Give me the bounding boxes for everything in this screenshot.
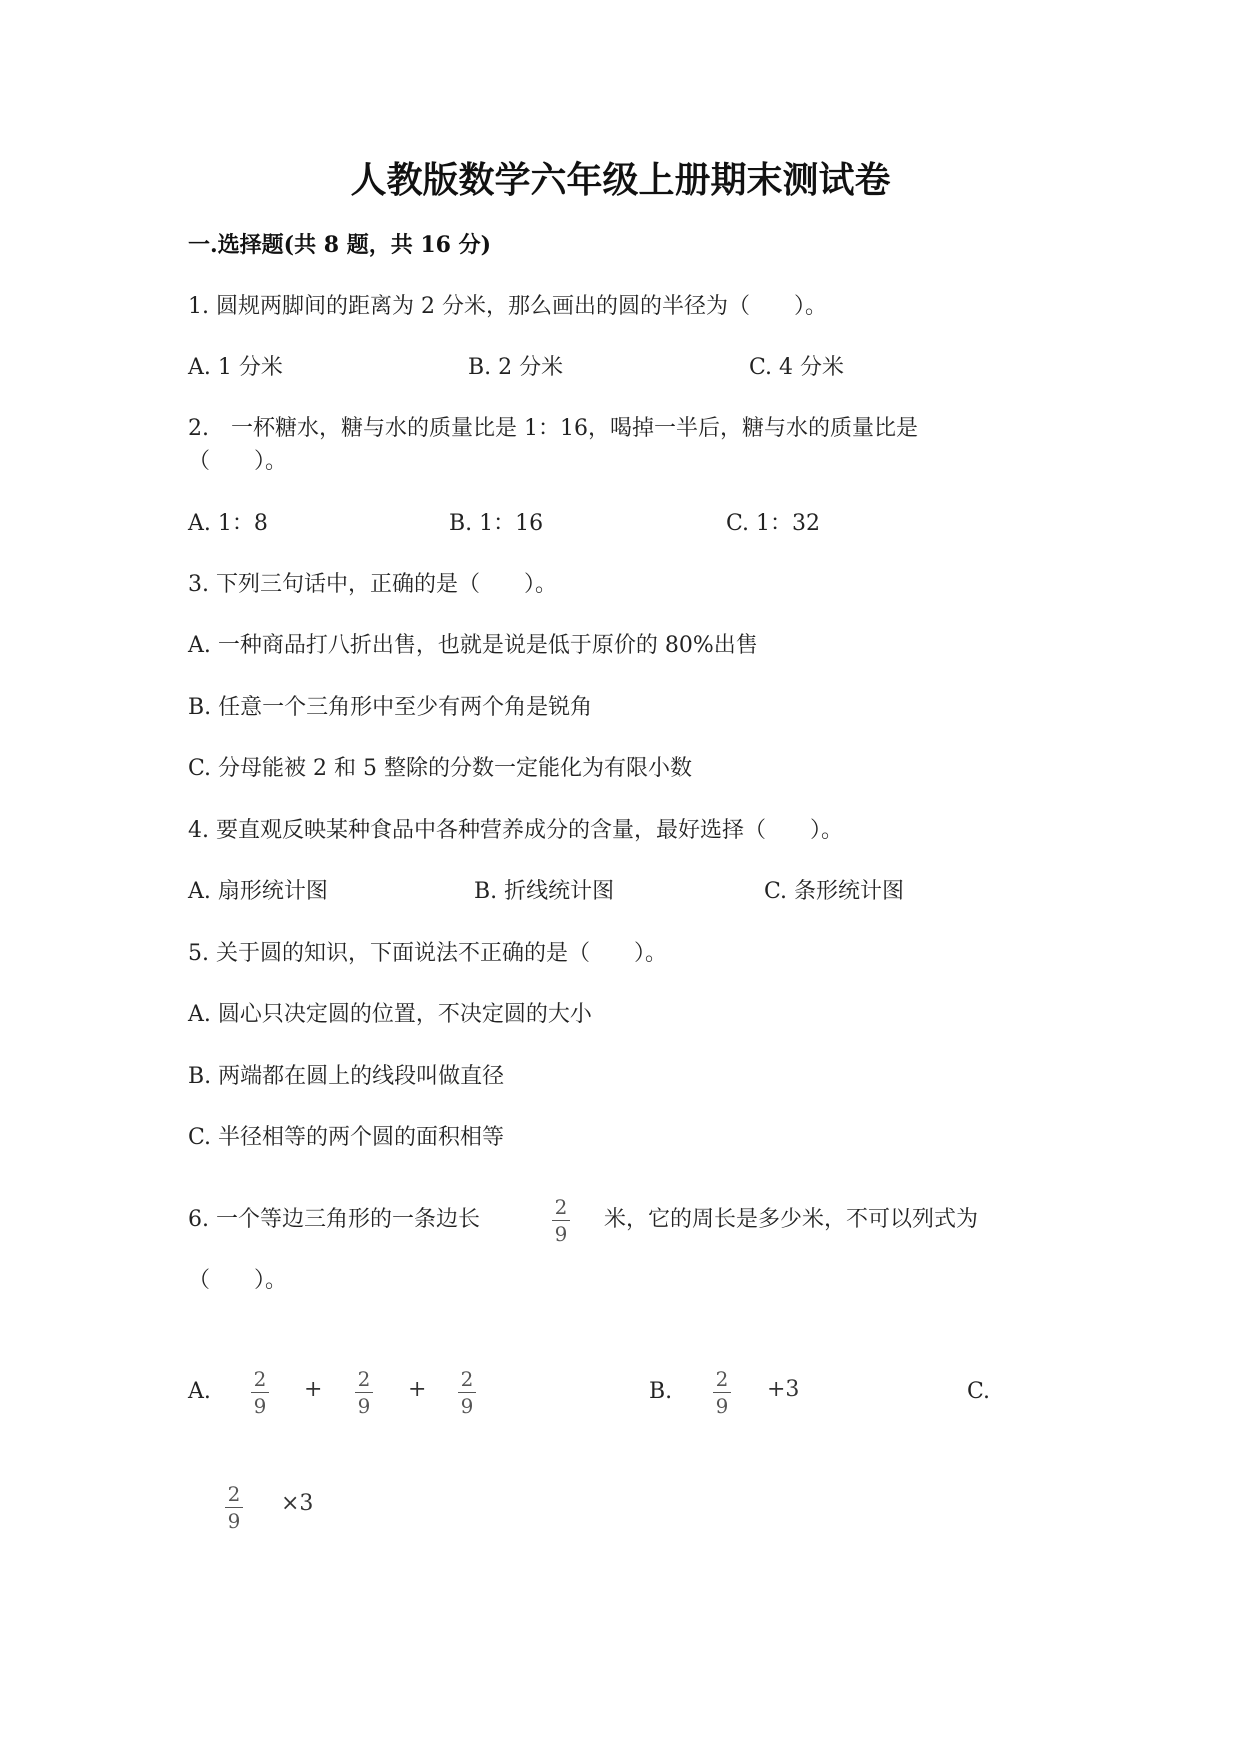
fraction-bar [552,1220,570,1221]
fraction-bar [251,1392,269,1393]
question-6-option-b-fraction [711,1368,733,1417]
fraction-denominator: 9 [715,1394,729,1418]
question-2-stem-line1: 2. 一杯糖水，糖与水的质量比是 1：16，喝掉一半后，糖与水的质量比是 [188,416,918,441]
question-6-stem-fraction [550,1196,572,1245]
question-6-option-b-tail: +3 [767,1377,800,1402]
plus-sign: + [304,1377,323,1402]
fraction-denominator: 9 [227,1509,241,1533]
question-6-option-a-fraction-3 [456,1368,478,1417]
question-6-option-a-fraction-2 [353,1368,375,1417]
question-6-option-c-label: C. [967,1379,991,1404]
question-5-stem: 5. 关于圆的知识，下面说法不正确的是（ ）。 [188,941,667,966]
question-6-option-a-label: A. [188,1379,211,1404]
question-6-option-a-fraction-1 [249,1368,271,1417]
question-2-stem-line2: （ ）。 [188,449,288,474]
question-3-stem: 3. 下列三句话中，正确的是（ ）。 [188,572,557,597]
fraction-denominator: 9 [554,1222,568,1246]
question-2-option-c: C. 1：32 [726,511,821,536]
question-3-option-c: C. 分母能被 2 和 5 整除的分数一定能化为有限小数 [188,756,693,781]
question-5-option-c: C. 半径相等的两个圆的面积相等 [188,1125,505,1150]
question-1-option-b: B. 2 分米 [468,355,564,380]
question-4-option-c: C. 条形统计图 [764,879,905,904]
plus-sign: + [408,1377,427,1402]
question-3-option-a: A. 一种商品打八折出售，也就是说是低于原价的 80%出售 [188,633,758,658]
page-title: 人教版数学六年级上册期末测试卷 [350,159,891,201]
question-6-option-c-tail: ×3 [281,1491,314,1516]
question-3-option-b: B. 任意一个三角形中至少有两个角是锐角 [188,695,593,720]
question-6-option-c-fraction [223,1483,245,1532]
question-4-option-a: A. 扇形统计图 [188,879,328,904]
question-6-stem-line2: （ ）。 [188,1268,288,1293]
fraction-numerator: 2 [460,1367,474,1391]
fraction-bar [225,1507,243,1508]
question-2-option-a: A. 1：8 [188,511,268,536]
fraction-denominator: 9 [357,1394,371,1418]
fraction-bar [713,1392,731,1393]
section-heading: 一.选择题(共 8 题，共 16 分) [188,232,492,258]
fraction-numerator: 2 [554,1195,568,1219]
question-5-option-b: B. 两端都在圆上的线段叫做直径 [188,1064,505,1089]
question-1-option-a: A. 1 分米 [188,355,283,380]
fraction-denominator: 9 [460,1394,474,1418]
question-5-option-a: A. 圆心只决定圆的位置，不决定圆的大小 [188,1002,592,1027]
question-4-option-b: B. 折线统计图 [474,879,615,904]
fraction-bar [458,1392,476,1393]
question-6-stem-part2: 米，它的周长是多少米，不可以列式为 [604,1207,979,1232]
fraction-numerator: 2 [357,1367,371,1391]
question-1-option-c: C. 4 分米 [749,355,845,380]
fraction-numerator: 2 [227,1482,241,1506]
fraction-numerator: 2 [253,1367,267,1391]
question-4-stem: 4. 要直观反映某种食品中各种营养成分的含量，最好选择（ ）。 [188,818,843,843]
question-1-stem: 1. 圆规两脚间的距离为 2 分米，那么画出的圆的半径为（ ）。 [188,294,827,319]
fraction-bar [355,1392,373,1393]
question-2-option-b: B. 1：16 [449,511,544,536]
fraction-denominator: 9 [253,1394,267,1418]
question-6-stem-part1: 6. 一个等边三角形的一条边长 [188,1207,480,1232]
fraction-numerator: 2 [715,1367,729,1391]
question-6-option-b-label: B. [649,1379,673,1404]
